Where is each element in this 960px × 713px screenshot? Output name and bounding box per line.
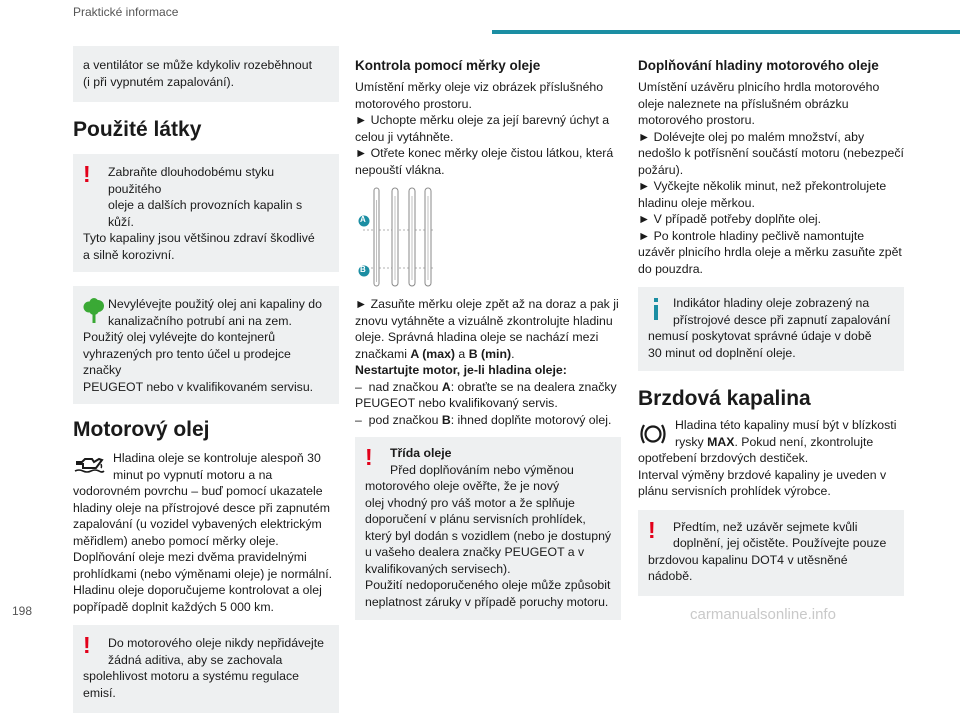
text-run: . bbox=[511, 346, 515, 361]
page-number: 198 bbox=[12, 604, 33, 618]
text-line: motorového prostoru. bbox=[355, 96, 472, 111]
text-line: oleje. Správná hladina oleje se nachází mezi bbox=[355, 330, 599, 344]
oil-line: Hladina oleje se kontroluje alespoň 30 bbox=[113, 451, 321, 465]
warning-line: Použití nedoporučeného oleje může způsobit bbox=[365, 578, 611, 592]
text-line: hladinu oleje měrkou. bbox=[638, 195, 755, 210]
text-line: ► Zasuňte měrku oleje zpět až na doraz a pak ji bbox=[355, 297, 619, 311]
section-title-substances: Použité látky bbox=[73, 118, 202, 141]
figure-label-b: B bbox=[360, 265, 366, 274]
brake-line: plánu servisních prohlídek výrobce. bbox=[638, 484, 831, 498]
dipstick-check-text bbox=[355, 296, 621, 428]
warning-line: neplatnost záruky v případě poruchy motoru. bbox=[365, 594, 609, 609]
oil-level-text bbox=[73, 450, 339, 615]
text-run: : obraťte se na dealera značky bbox=[450, 379, 617, 394]
text-line: uzávěr plnicího hrdla oleje a měrku zasuňte zpět bbox=[638, 245, 902, 259]
brake-line: Hladina této kapaliny musí být v blízkosti bbox=[675, 418, 897, 432]
eco-line: Nevylévejte použitý olej ani kapaliny do bbox=[108, 297, 322, 311]
oil-line: prohlídkami (nebo výměnami oleje) je normální. bbox=[73, 566, 333, 581]
oil-line: popřípadě doplnit každých 5 000 km. bbox=[73, 599, 274, 614]
oil-line: Hladinu oleje doporučujeme kontrolovat a olej bbox=[73, 583, 322, 597]
text-run: : ihned doplňte motorový olej. bbox=[450, 412, 612, 427]
mark: A bbox=[441, 379, 451, 394]
warning-line: oleje a dalších provozních kapalin s kůží. bbox=[108, 198, 303, 229]
eco-line: Použitý olej vylévejte do kontejnerů bbox=[83, 330, 276, 344]
warning-icon: ! bbox=[83, 161, 91, 187]
eco-line: PEUGEOT nebo v kvalifikovaném servisu. bbox=[83, 379, 314, 394]
warning-line: olej vhodný pro váš motor a že splňuje bbox=[365, 495, 575, 510]
brake-line: Interval výměny brzdové kapaliny je uveden v bbox=[638, 467, 887, 482]
warning-line: doplnění, jej očistěte. Používejte pouze bbox=[673, 536, 887, 550]
oil-line: vodorovném povrchu – buď pomocí ukazatele bbox=[73, 484, 323, 498]
warning-line: doporučení v plánu servisních prohlídek, bbox=[365, 512, 586, 526]
text-line: motorového prostoru. bbox=[638, 113, 755, 127]
text-line: ► Otřete konec měrky oleje čistou látkou, která bbox=[355, 146, 614, 160]
max-mark: MAX bbox=[707, 434, 735, 449]
text-line bbox=[355, 346, 621, 363]
warning-icon: ! bbox=[365, 444, 373, 470]
figure-label-a: A bbox=[360, 215, 366, 224]
header-accent-bar bbox=[492, 30, 960, 34]
info-line: nemusí poskytovat správné údaje v době bbox=[648, 329, 872, 343]
text-line: požáru). bbox=[638, 162, 684, 177]
text-line: Umístění uzávěru plnicího hrdla motorového bbox=[638, 80, 880, 94]
warning-line: žádná aditiva, aby se zachovala bbox=[108, 652, 283, 667]
eco-box bbox=[73, 286, 339, 404]
dipstick-title: Kontrola pomocí měrky oleje bbox=[355, 58, 541, 73]
text-line: do pouzdra. bbox=[638, 261, 703, 276]
bullet-a bbox=[355, 379, 621, 396]
oil-line: měřidlem) anebo pomocí měrky oleje. bbox=[73, 533, 279, 548]
warning-line: kvalifikovaných servisech). bbox=[365, 561, 511, 576]
text-line: Umístění měrky oleje viz obrázek příslušného bbox=[355, 80, 604, 94]
warning-line: Zabraňte dlouhodobému styku použitého bbox=[108, 165, 275, 196]
warning-line: Tyto kapaliny jsou většinou zdraví škodlivé bbox=[83, 231, 315, 245]
column-middle bbox=[355, 58, 621, 620]
oil-line: zapalování (u vozidel vybavených elektrickým bbox=[73, 517, 322, 531]
text-line: nepouští vlákna. bbox=[355, 162, 445, 177]
warning-icon: ! bbox=[83, 632, 91, 658]
topup-steps bbox=[638, 79, 904, 277]
warning-box-oil-grade bbox=[355, 437, 621, 620]
warning-box-skin bbox=[73, 154, 339, 272]
text-line: PEUGEOT nebo kvalifikovaný servis. bbox=[355, 396, 558, 410]
brake-fluid-text bbox=[638, 417, 904, 500]
text-run: . Pokud není, zkontrolujte bbox=[734, 434, 874, 449]
warning-box-additives bbox=[73, 625, 339, 713]
text-line: nedošlo k potřísnění součástí motoru (nebezpečí bbox=[638, 146, 904, 160]
section-title-brake-fluid: Brzdová kapalina bbox=[638, 387, 811, 410]
mark-a-max: A (max) bbox=[410, 346, 456, 361]
note-box-fan bbox=[73, 46, 339, 102]
eco-line: kanalizačního potrubí ani na zem. bbox=[108, 313, 292, 328]
column-right bbox=[638, 58, 904, 596]
text-line: oleje naleznete na příslušném obrázku bbox=[638, 96, 849, 111]
text-line: ► Uchopte měrku oleje za její barevný úchyt a bbox=[355, 113, 610, 127]
info-line: Indikátor hladiny oleje zobrazený na bbox=[673, 296, 870, 310]
oil-line: hladiny oleje na přístrojové desce při zapnutém bbox=[73, 500, 331, 515]
eco-line: vyhrazených pro tento účel u prodejce značky bbox=[83, 346, 291, 377]
text-line: ► Dolévejte olej po malém množství, aby bbox=[638, 129, 865, 144]
bullet-b bbox=[355, 412, 621, 429]
info-box-indicator bbox=[638, 287, 904, 371]
brake-fluid-icon bbox=[638, 421, 668, 447]
text-run: značkami bbox=[355, 346, 411, 361]
brake-line bbox=[638, 434, 904, 451]
info-line: přístrojové desce při zapnutí zapalování bbox=[673, 312, 891, 327]
text-line: ► Vyčkejte několik minut, než překontrolujete bbox=[638, 179, 887, 193]
warning-line: spolehlivost motoru a systému regulace bbox=[83, 669, 299, 683]
warning-title: Třída oleje bbox=[390, 446, 452, 460]
watermark: carmanualsonline.info bbox=[690, 606, 836, 623]
warning-icon: ! bbox=[648, 516, 656, 543]
warning-line: Před doplňováním nebo výměnou bbox=[390, 462, 574, 477]
text-run: rysky bbox=[675, 434, 708, 449]
oil-line: minut po vypnutí motoru a na bbox=[113, 467, 273, 482]
warning-line: a silně korozivní. bbox=[83, 247, 175, 262]
text-run: – nad značkou bbox=[355, 379, 442, 394]
oil-line: Doplňování oleje mezi dvěma pravidelnými bbox=[73, 550, 307, 564]
info-line: 30 minut od doplnění oleje. bbox=[648, 345, 796, 360]
section-title-engine-oil: Motorový olej bbox=[73, 418, 210, 441]
warning-line: motorového oleje ověřte, že je nový bbox=[365, 479, 560, 493]
dipstick-figure bbox=[355, 186, 621, 290]
mark: B bbox=[441, 412, 451, 427]
warning-line: Do motorového oleje nikdy nepřidávejte bbox=[108, 636, 325, 650]
note-line: (i při vypnutém zapalování). bbox=[83, 74, 235, 89]
note-line: a ventilátor se může kdykoliv rozeběhnout bbox=[83, 58, 312, 72]
text-line: ► V případě potřeby doplňte olej. bbox=[638, 212, 822, 226]
text-line: ► Po kontrole hladiny pečlivě namontujte bbox=[638, 228, 865, 243]
start-warning-heading: Nestartujte motor, je-li hladina oleje: bbox=[355, 363, 567, 377]
oil-can-icon bbox=[73, 452, 105, 474]
warning-box-brake bbox=[638, 510, 904, 596]
warning-line: emisí. bbox=[83, 685, 116, 700]
header-title: Praktické informace bbox=[73, 5, 179, 19]
info-icon bbox=[652, 298, 660, 320]
column-left bbox=[73, 46, 339, 713]
text-run: a bbox=[455, 346, 469, 361]
warning-line: brzdovou kapalinu DOT4 v utěsněné nádobě. bbox=[648, 552, 848, 583]
topup-title: Doplňování hladiny motorového oleje bbox=[638, 58, 879, 73]
warning-line: u vašeho dealera značky PEUGEOT a v bbox=[365, 545, 585, 559]
brake-line: opotřebení brzdových destiček. bbox=[638, 451, 809, 465]
text-line: celou ji vytáhněte. bbox=[355, 129, 454, 144]
warning-line: který byl dodán s vozidlem (nebo je dostupný bbox=[365, 528, 612, 543]
mark-b-min: B (min) bbox=[468, 346, 512, 361]
tree-icon bbox=[83, 298, 105, 324]
text-run: – pod značkou bbox=[355, 412, 442, 427]
dipstick-steps bbox=[355, 79, 621, 178]
warning-line: Předtím, než uzávěr sejmete kvůli bbox=[673, 519, 858, 534]
text-line: znovu vytáhněte a vizuálně zkontrolujte hladinu bbox=[355, 313, 613, 328]
